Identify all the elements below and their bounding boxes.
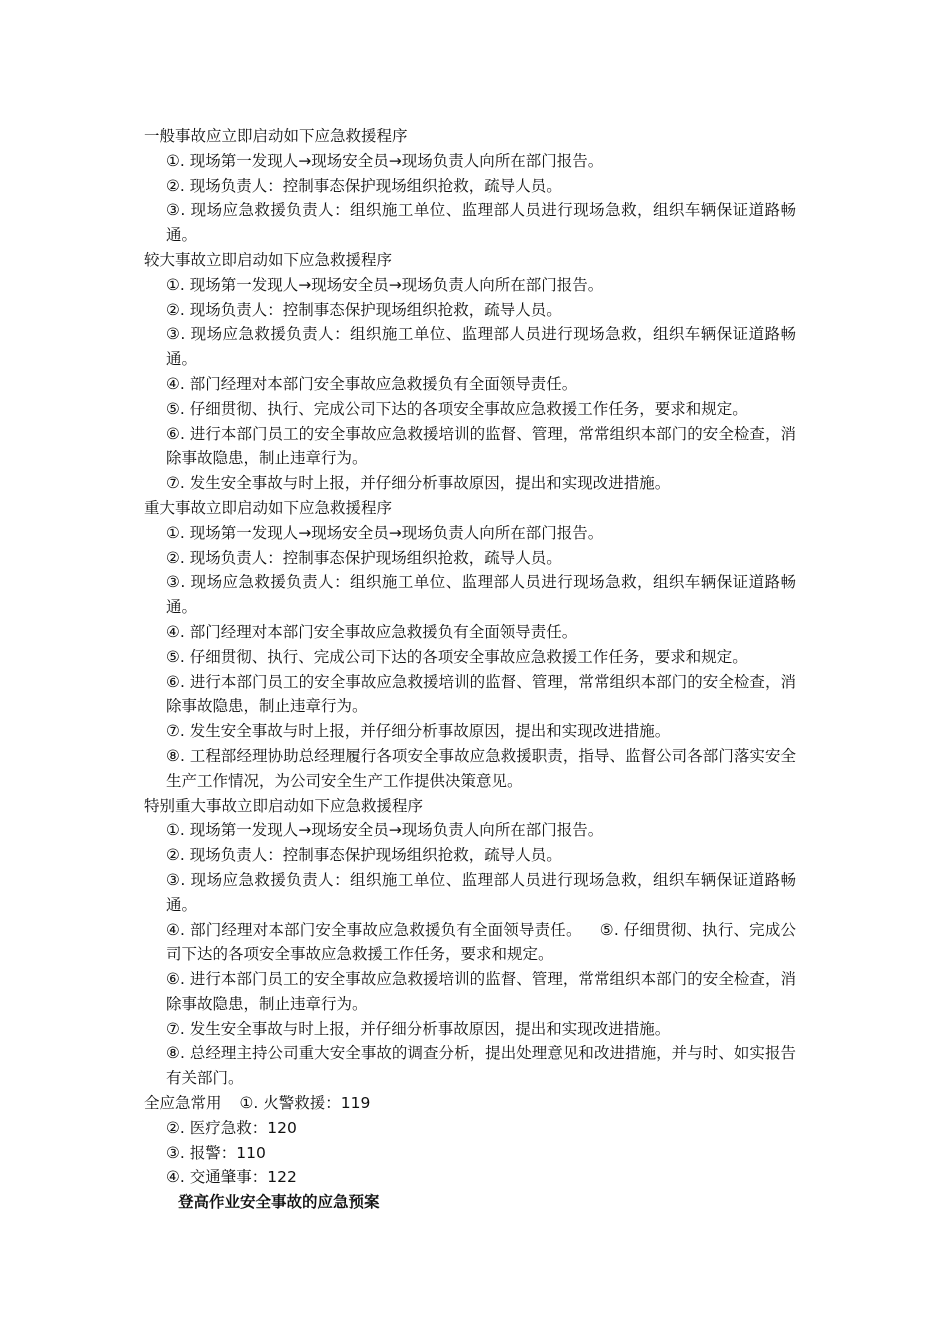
- list-item: ②. 现场负责人：控制事态保护现场组织抢救，疏导人员。: [166, 300, 562, 319]
- list-item: ⑦. 发生安全事故与时上报，并仔细分析事故原因，提出和实现改进措施。: [166, 474, 671, 493]
- section-heading: 特别重大事故立即启动如下应急救援程序: [144, 796, 424, 815]
- list-item: ⑤. 仔细贯彻、执行、完成公司下达的各项安全事故应急救援工作任务，要求和规定。: [166, 647, 748, 666]
- phone-item: ③. 报警：110: [166, 1143, 266, 1162]
- section-heading: 重大事故立即启动如下应急救援程序: [144, 498, 393, 517]
- phone-item: ②. 医疗急救：120: [166, 1118, 297, 1137]
- list-item: ①. 现场第一发现人→现场安全员→现场负责人向所在部门报告。: [166, 523, 604, 542]
- next-section-title: 登高作业安全事故的应急预案: [178, 1193, 380, 1212]
- list-item: ④. 部门经理对本部门安全事故应急救援负有全面领导责任。: [166, 374, 578, 393]
- list-item: ⑤. 仔细贯彻、执行、完成公司下达的各项安全事故应急救援工作任务，要求和规定。: [166, 399, 748, 418]
- phones-heading: 全应急常用: [144, 1094, 222, 1113]
- list-item: ②. 现场负责人：控制事态保护现场组织抢救，疏导人员。: [166, 176, 562, 195]
- list-item: ③. 现场应急救援负责人：组织施工单位、监理部人员进行现场急救，组织车辆保证道路畅通。: [166, 573, 796, 617]
- combined-list-item: [144, 918, 796, 968]
- list-item: ⑥. 进行本部门员工的安全事故应急救援培训的监督、管理，常常组织本部门的安全检查，消除事故隐患，制止违章行为。: [166, 970, 796, 1013]
- list-item: ⑥. 进行本部门员工的安全事故应急救援培训的监督、管理，常常组织本部门的安全检查，消除事故隐患，制止违章行为。: [166, 424, 796, 468]
- document-page: [144, 124, 796, 1215]
- phone-item: ④. 交通肇事：122: [166, 1168, 297, 1187]
- phone-item: ①. 火警救援：119: [239, 1094, 371, 1113]
- list-item: ①. 现场第一发现人→现场安全员→现场负责人向所在部门报告。: [166, 275, 604, 294]
- section-heading: 较大事故立即启动如下应急救援程序: [144, 250, 393, 269]
- list-item: ④. 部门经理对本部门安全事故应急救援负有全面领导责任。: [166, 622, 578, 641]
- section-heading: 一般事故应立即启动如下应急救援程序: [144, 127, 408, 145]
- list-item: ③. 现场应急救援负责人：组织施工单位、监理部人员进行现场急救，组织车辆保证道路畅通。: [166, 325, 796, 369]
- list-item: ③. 现场应急救援负责人：组织施工单位、监理部人员进行现场急救，组织车辆保证道路畅通。: [166, 870, 796, 914]
- list-item: ①. 现场第一发现人→现场安全员→现场负责人向所在部门报告。: [166, 821, 604, 840]
- list-item: ⑥. 进行本部门员工的安全事故应急救援培训的监督、管理，常常组织本部门的安全检查，消除事故隐患，制止违章行为。: [166, 672, 796, 716]
- list-item: ②. 现场负责人：控制事态保护现场组织抢救，疏导人员。: [166, 548, 562, 567]
- list-item: ⑤. 仔细贯彻、执行、完成公司下达的各项安全事故应急救援工作任务，要求和规定。: [166, 920, 796, 964]
- list-item: ④. 部门经理对本部门安全事故应急救援负有全面领导责任。: [166, 920, 582, 939]
- list-item: ①. 现场第一发现人→现场安全员→现场负责人向所在部门报告。: [166, 151, 604, 170]
- list-item: ⑧. 总经理主持公司重大安全事故的调查分析，提出处理意见和改进措施，并与时、如实报告有关部门。: [166, 1044, 796, 1088]
- list-item: ②. 现场负责人：控制事态保护现场组织抢救，疏导人员。: [166, 846, 562, 865]
- list-item: ⑧. 工程部经理协助总经理履行各项安全事故应急救援职责，指导、监督公司各部门落实安全生产工作情况，为公司安全生产工作提供决策意见。: [166, 746, 796, 790]
- list-item: ⑦. 发生安全事故与时上报，并仔细分析事故原因，提出和实现改进措施。: [166, 1019, 671, 1038]
- phones-line: [144, 1091, 796, 1116]
- list-item: ③. 现场应急救援负责人：组织施工单位、监理部人员进行现场急救，组织车辆保证道路畅通。: [166, 201, 796, 245]
- list-item: ⑦. 发生安全事故与时上报，并仔细分析事故原因，提出和实现改进措施。: [166, 722, 671, 741]
